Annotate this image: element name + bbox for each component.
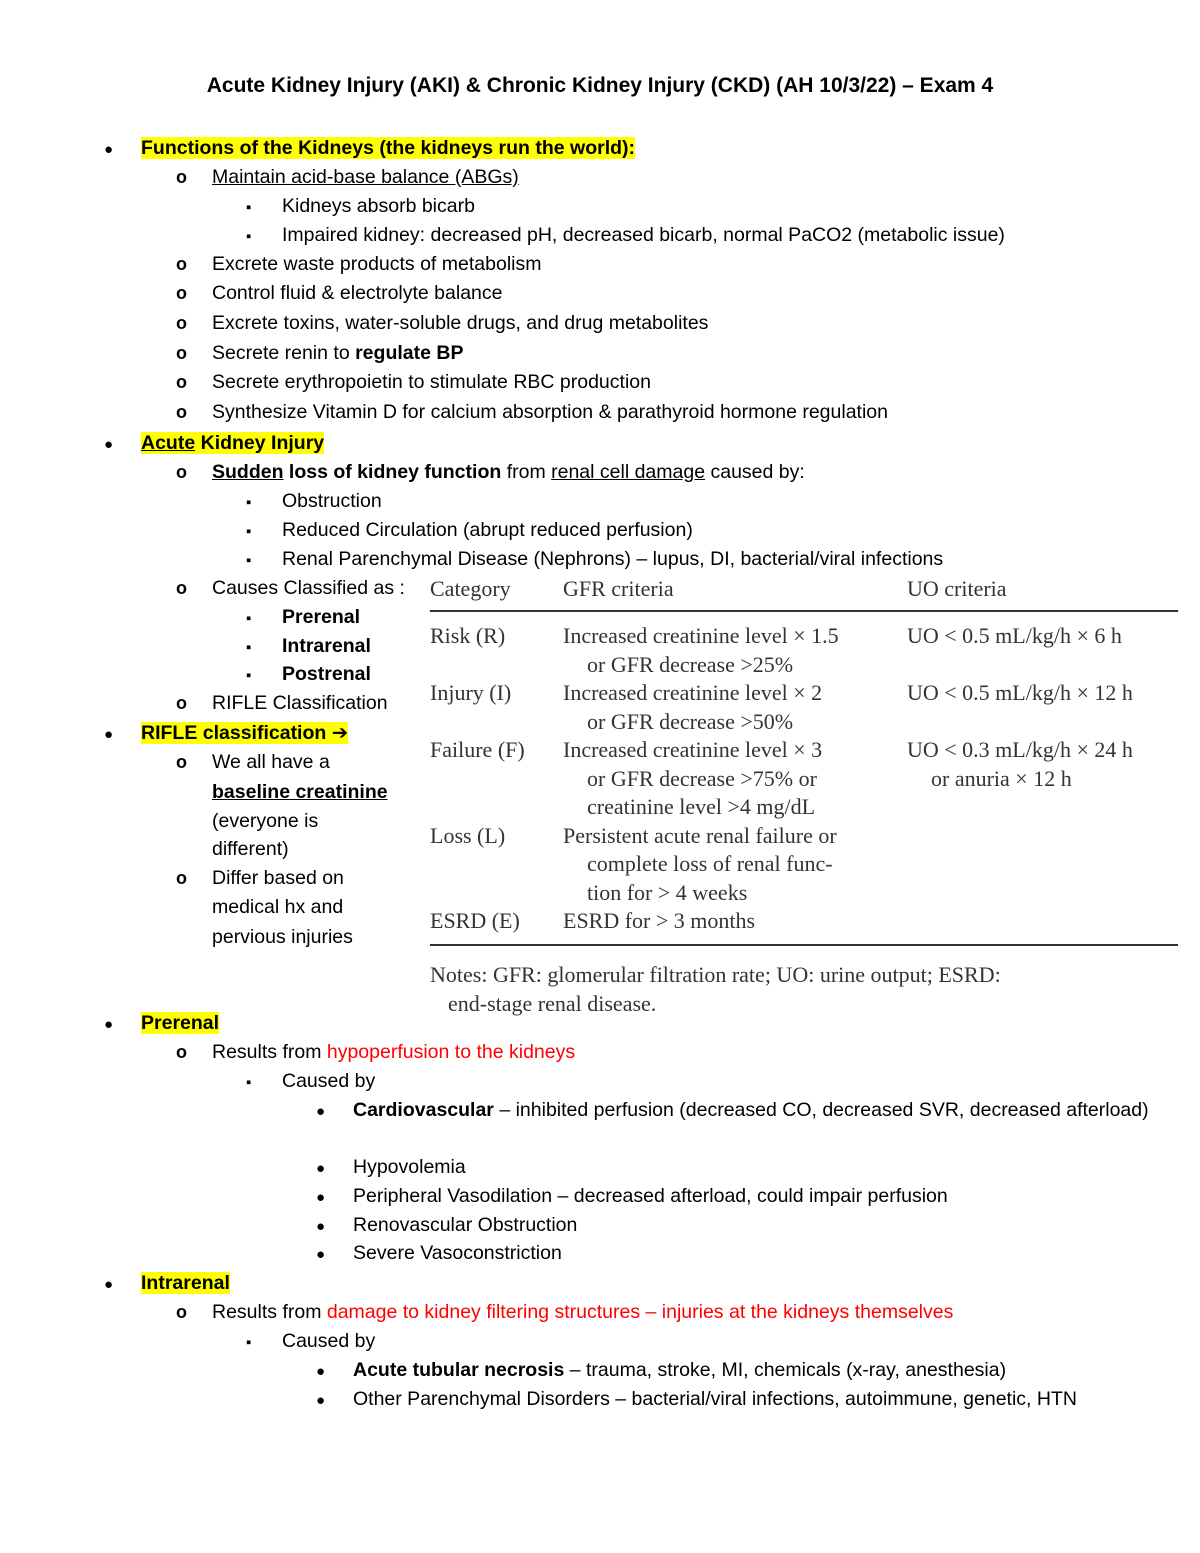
section-heading-aki: Acute Kidney Injury: [141, 432, 325, 454]
bullet-icon: [104, 430, 113, 458]
bullet-icon: [104, 1270, 113, 1298]
circle-bullet-icon: [176, 749, 187, 776]
item-prerenal-results: Results from hypoperfusion to the kidneys: [212, 1041, 576, 1063]
item-waste: Excrete waste products of metabolism: [212, 253, 542, 275]
circle-bullet-icon: [176, 280, 187, 307]
bullet-icon: [104, 135, 113, 163]
circle-bullet-icon: [176, 865, 187, 892]
item-fluid: Control fluid & electrolyte balance: [212, 282, 503, 304]
square-bullet-icon: [246, 488, 251, 516]
note-line: medical hx and: [212, 896, 344, 918]
bullet-icon: [316, 1357, 325, 1385]
item-intrarenal: Intrarenal: [282, 635, 371, 657]
square-bullet-icon: [246, 222, 251, 250]
table-header: UO criteria: [907, 572, 1178, 611]
bullet-icon: [316, 1386, 325, 1414]
item-hypovolemia: Hypovolemia: [353, 1156, 466, 1178]
item-bicarb: Kidneys absorb bicarb: [282, 195, 475, 217]
item-rifle: RIFLE Classification: [212, 692, 388, 714]
table-header: GFR criteria: [563, 572, 907, 611]
note-line: We all have a: [212, 751, 330, 773]
item-postrenal: Postrenal: [282, 663, 371, 685]
item-prerenal: Prerenal: [282, 606, 361, 628]
circle-bullet-icon: [176, 1299, 187, 1326]
circle-bullet-icon: [176, 369, 187, 396]
item-obstruction: Obstruction: [282, 490, 382, 512]
item-toxins: Excrete toxins, water-soluble drugs, and drug metabolites: [212, 312, 709, 334]
note-line: pervious injuries: [212, 926, 353, 948]
note-line: different): [212, 838, 289, 860]
bullet-icon: [316, 1240, 325, 1268]
square-bullet-icon: [246, 661, 251, 689]
item-other-parenchymal: Other Parenchymal Disorders – bacterial/viral infections, autoimmune, genetic, HTN: [353, 1388, 1077, 1410]
page-title: Acute Kidney Injury (AKI) & Chronic Kidney Injury (CKD) (AH 10/3/22) – Exam 4: [206, 74, 994, 97]
item-vasoconstriction: Severe Vasoconstriction: [353, 1242, 562, 1264]
table-header: Category: [430, 572, 563, 611]
circle-bullet-icon: [176, 575, 187, 602]
table-row: Injury (I) Increased creatinine level × 2 or GFR decrease >50% UO < 0.5 mL/kg/h × 12 h: [430, 680, 1133, 734]
rifle-table: [430, 572, 1178, 1018]
item-vitamin-d: Synthesize Vitamin D for calcium absorption & parathyroid hormone regulation: [212, 401, 888, 423]
item-intrarenal-results: Results from damage to kidney filtering structures – injuries at the kidneys themselves: [212, 1301, 954, 1323]
bullet-icon: [316, 1183, 325, 1211]
bullet-icon: [104, 1010, 113, 1038]
table-row: Risk (R) Increased creatinine level × 1.5 or GFR decrease >25% UO < 0.5 mL/kg/h × 6 h: [430, 623, 1122, 677]
section-heading-prerenal: Prerenal: [141, 1012, 220, 1034]
note-line: Differ based on: [212, 867, 344, 889]
bullet-icon: [316, 1154, 325, 1182]
circle-bullet-icon: [176, 1039, 187, 1066]
square-bullet-icon: [246, 633, 251, 661]
note-line: baseline creatinine: [212, 781, 388, 803]
bullet-icon: [104, 720, 113, 748]
table-row: ESRD (E) ESRD for > 3 months: [430, 907, 1178, 945]
item-sudden-loss: Sudden loss of kidney function from renal cell damage caused by:: [212, 461, 805, 483]
table-row: Failure (F) Increased creatinine level × 3 or GFR decrease >75% or creatinine level >4 mg/dL UO < 0.3 mL/kg/h × 24 h or anuria × 12 h: [430, 737, 1133, 819]
item-reduced-circulation: Reduced Circulation (abrupt reduced perfusion): [282, 519, 693, 541]
square-bullet-icon: [246, 517, 251, 545]
item-acid-base: Maintain acid-base balance (ABGs): [212, 166, 519, 188]
circle-bullet-icon: [176, 690, 187, 717]
item-parenchymal-disease: Renal Parenchymal Disease (Nephrons) – lupus, DI, bacterial/viral infections: [282, 548, 944, 570]
item-caused-by: Caused by: [282, 1330, 376, 1352]
bullet-icon: [316, 1097, 325, 1125]
item-renin: Secrete renin to regulate BP: [212, 342, 464, 364]
square-bullet-icon: [246, 1068, 251, 1096]
item-causes-classified: Causes Classified as :: [212, 577, 405, 599]
item-renovascular: Renovascular Obstruction: [353, 1214, 578, 1236]
circle-bullet-icon: [176, 251, 187, 278]
square-bullet-icon: [246, 1328, 251, 1356]
square-bullet-icon: [246, 546, 251, 574]
circle-bullet-icon: [176, 310, 187, 337]
item-cardiovascular: Cardiovascular – inhibited perfusion (decreased CO, decreased SVR, decreased afterload): [353, 1099, 1149, 1121]
table-row: Loss (L) Persistent acute renal failure or complete loss of renal func- tion for > 4 weeks: [430, 822, 837, 905]
circle-bullet-icon: [176, 459, 187, 486]
item-epo: Secrete erythropoietin to stimulate RBC production: [212, 371, 651, 393]
section-heading-intrarenal: Intrarenal: [141, 1272, 230, 1294]
table-notes: Notes: GFR: glomerular filtration rate; UO: urine output; ESRD: end-stage renal disease.: [430, 961, 1001, 1016]
item-vasodilation: Peripheral Vasodilation – decreased afterload, could impair perfusion: [353, 1185, 948, 1207]
bullet-icon: [316, 1212, 325, 1240]
section-heading-functions: Functions of the Kidneys (the kidneys run the world):: [141, 137, 636, 159]
item-atn: Acute tubular necrosis – trauma, stroke, MI, chemicals (x-ray, anesthesia): [353, 1359, 1007, 1381]
note-line: (everyone is: [212, 810, 319, 832]
square-bullet-icon: [246, 604, 251, 632]
circle-bullet-icon: [176, 399, 187, 426]
item-impaired-kidney: Impaired kidney: decreased pH, decreased bicarb, normal PaCO2 (metabolic issue): [282, 224, 1005, 246]
circle-bullet-icon: [176, 340, 187, 367]
item-caused-by: Caused by: [282, 1070, 376, 1092]
circle-bullet-icon: [176, 164, 187, 191]
square-bullet-icon: [246, 193, 251, 221]
section-heading-rifle: RIFLE classification ➔: [141, 722, 349, 744]
